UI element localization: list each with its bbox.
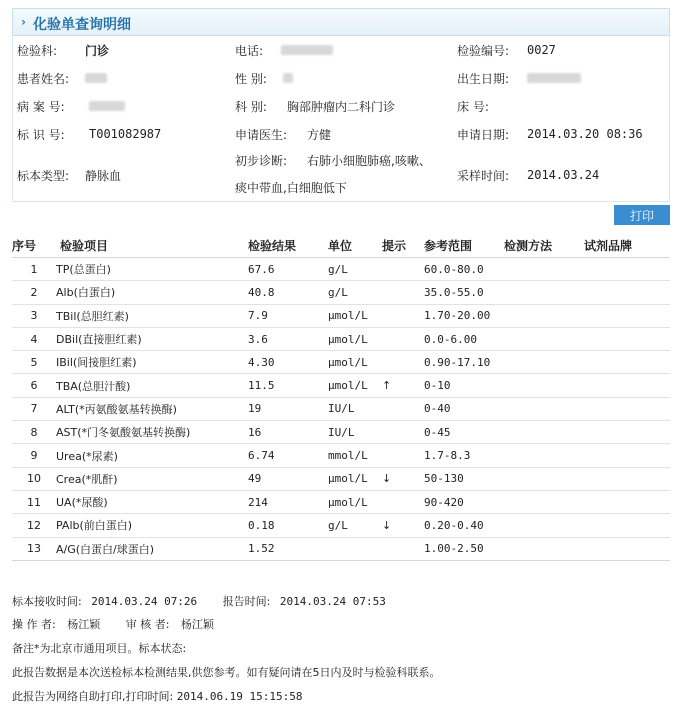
row-hint [382, 304, 424, 327]
receive-time-label: 标本接收时间: [12, 595, 82, 608]
row-item: UA(*尿酸) [56, 490, 248, 513]
row-hint [382, 281, 424, 304]
row-ref: 90-420 [424, 490, 504, 513]
row-brand [584, 537, 670, 560]
table-row [12, 258, 670, 281]
bed-label: 床 号: [457, 100, 489, 114]
row-result: 11.5 [248, 374, 328, 397]
row-brand [584, 258, 670, 281]
receive-time [12, 593, 386, 609]
row-unit: μmol/L [328, 351, 382, 374]
chevron-right-icon: › [21, 15, 26, 29]
row-method [504, 281, 584, 304]
row-method [504, 514, 584, 537]
print-time-value: 2014.06.19 15:15:58 [176, 690, 303, 703]
col-header-hint: 提示 [382, 233, 424, 258]
row-seq: 9 [12, 444, 56, 467]
table-row [12, 537, 670, 560]
row-seq: 10 [12, 467, 56, 490]
row-seq: 1 [12, 258, 56, 281]
row-brand [584, 374, 670, 397]
row-brand [584, 421, 670, 444]
row-item: DBil(直接胆红素) [56, 327, 248, 350]
signatures [12, 616, 214, 632]
col-header-unit: 单位 [328, 233, 382, 258]
table-row [12, 351, 670, 374]
row-seq: 4 [12, 327, 56, 350]
row-seq: 2 [12, 281, 56, 304]
apply-date-label: 申请日期: [457, 128, 510, 142]
row-hint: ↓ [382, 514, 424, 537]
row-result: 67.6 [248, 258, 328, 281]
row-hint [382, 351, 424, 374]
specimen-label: 标本类型: [17, 169, 70, 183]
report-time-label: 报告时间: [222, 595, 271, 608]
row-method [504, 327, 584, 350]
row-result: 40.8 [248, 281, 328, 304]
row-item: AST(*门冬氨酸氨基转换酶) [56, 421, 248, 444]
row-unit: IU/L [328, 397, 382, 420]
row-method [504, 467, 584, 490]
row-unit: g/L [328, 258, 382, 281]
row-brand [584, 351, 670, 374]
table-header-row [12, 233, 670, 258]
table-row [12, 514, 670, 537]
doctor-label: 申请医生: [235, 128, 288, 142]
patient-name-redacted [85, 70, 107, 84]
row-method [504, 490, 584, 513]
row-seq: 6 [12, 374, 56, 397]
row-item: Alb(白蛋白) [56, 281, 248, 304]
row-unit: IU/L [328, 421, 382, 444]
row-brand [584, 467, 670, 490]
dept-value: 门诊 [85, 44, 110, 58]
table-row [12, 304, 670, 327]
panel-header [12, 8, 670, 36]
row-hint [382, 421, 424, 444]
row-unit [328, 537, 382, 560]
col-header-brand: 试剂品牌 [584, 233, 670, 258]
row-unit: μmol/L [328, 304, 382, 327]
row-ref: 0.20-0.40 [424, 514, 504, 537]
row-item: TBil(总胆红素) [56, 304, 248, 327]
patient-name-label: 患者姓名: [17, 72, 70, 86]
ward-label: 科 别: [235, 100, 267, 114]
row-item: ALT(*丙氨酸氨基转换酶) [56, 397, 248, 420]
col-header-item: 检验项目 [56, 233, 248, 258]
collect-time-value: 2014.03.24 [527, 168, 600, 182]
table-row [12, 467, 670, 490]
table-row [12, 327, 670, 350]
row-ref: 1.70-20.00 [424, 304, 504, 327]
row-seq: 8 [12, 421, 56, 444]
table-row [12, 490, 670, 513]
row-hint [382, 537, 424, 560]
row-unit: μmol/L [328, 374, 382, 397]
phone-label: 电话: [235, 44, 264, 58]
table-row [12, 421, 670, 444]
row-hint: ↓ [382, 467, 424, 490]
row-result: 49 [248, 467, 328, 490]
row-brand [584, 304, 670, 327]
reviewer-value: 杨江颖 [180, 618, 214, 631]
row-method [504, 351, 584, 374]
phone-value-redacted [281, 42, 333, 56]
note-text: 备注*为北京市通用项目。标本状态: [12, 642, 187, 655]
print-button[interactable]: 打印 [614, 205, 670, 225]
reviewer-label: 审 核 者: [125, 618, 170, 631]
row-unit: μmol/L [328, 490, 382, 513]
row-seq: 3 [12, 304, 56, 327]
row-unit: g/L [328, 514, 382, 537]
row-hint [382, 444, 424, 467]
row-method [504, 537, 584, 560]
row-ref: 0-40 [424, 397, 504, 420]
operator-value: 杨江颖 [67, 618, 101, 631]
row-ref: 1.00-2.50 [424, 537, 504, 560]
row-result: 3.6 [248, 327, 328, 350]
row-ref: 35.0-55.0 [424, 281, 504, 304]
row-method [504, 258, 584, 281]
doctor-value: 方健 [307, 128, 332, 142]
row-result: 6.74 [248, 444, 328, 467]
col-header-result: 检验结果 [248, 233, 328, 258]
id-value: T001082987 [89, 127, 162, 141]
operator-label: 操 作 者: [12, 618, 56, 631]
row-brand [584, 327, 670, 350]
row-item: A/G(白蛋白/球蛋白) [56, 537, 248, 560]
row-item: TP(总蛋白) [56, 258, 248, 281]
diagnosis-label: 初步诊断: [235, 154, 288, 168]
row-unit: g/L [328, 281, 382, 304]
row-method [504, 374, 584, 397]
specimen-value: 静脉血 [85, 169, 122, 183]
collect-time-label: 采样时间: [457, 169, 510, 183]
results-table [12, 233, 670, 561]
page-title: 化验单查询明细 [33, 17, 131, 33]
row-item: Crea(*肌酐) [56, 467, 248, 490]
row-brand [584, 514, 670, 537]
row-ref: 1.7-8.3 [424, 444, 504, 467]
row-method [504, 444, 584, 467]
row-brand [584, 397, 670, 420]
row-unit: mmol/L [328, 444, 382, 467]
apply-date-value: 2014.03.20 08:36 [527, 127, 643, 141]
row-ref: 0-45 [424, 421, 504, 444]
diagnosis-line-1: 右肺小细胞肺癌,咳嗽、 [307, 154, 431, 168]
table-row [12, 281, 670, 304]
dept-label: 检验科: [17, 44, 58, 58]
row-result: 4.30 [248, 351, 328, 374]
report-time-value: 2014.03.24 07:53 [279, 595, 386, 608]
patient-info-panel [12, 36, 670, 202]
row-result: 1.52 [248, 537, 328, 560]
ward-value: 胸部肿瘤内二科门诊 [287, 100, 396, 114]
row-brand [584, 281, 670, 304]
print-time [12, 688, 303, 704]
row-ref: 0.0-6.00 [424, 327, 504, 350]
row-method [504, 304, 584, 327]
row-unit: μmol/L [328, 327, 382, 350]
row-seq: 5 [12, 351, 56, 374]
row-method [504, 397, 584, 420]
id-label: 标 识 号: [17, 128, 65, 142]
row-item: PAlb(前白蛋白) [56, 514, 248, 537]
col-header-seq: 序号 [12, 233, 56, 258]
row-result: 0.18 [248, 514, 328, 537]
row-brand [584, 490, 670, 513]
row-hint [382, 397, 424, 420]
row-seq: 11 [12, 490, 56, 513]
receive-time-value: 2014.03.24 07:26 [91, 595, 198, 608]
row-item: Urea(*尿素) [56, 444, 248, 467]
dob-label: 出生日期: [457, 72, 510, 86]
record-no-label: 病 案 号: [17, 100, 65, 114]
row-brand [584, 444, 670, 467]
table-row [12, 374, 670, 397]
gender-redacted [283, 70, 293, 84]
diagnosis-line-2: 痰中带血,白细胞低下 [235, 181, 347, 195]
row-seq: 12 [12, 514, 56, 537]
dob-redacted [527, 70, 581, 84]
row-unit: μmol/L [328, 467, 382, 490]
row-result: 214 [248, 490, 328, 513]
sample-no-value: 0027 [527, 43, 556, 57]
row-hint [382, 327, 424, 350]
row-hint: ↑ [382, 374, 424, 397]
row-hint [382, 258, 424, 281]
record-no-redacted [89, 98, 125, 112]
row-method [504, 421, 584, 444]
gender-label: 性 别: [235, 72, 267, 86]
col-header-ref: 参考范围 [424, 233, 504, 258]
disclaimer-text: 此报告数据是本次送检标本检测结果,供您参考。如有疑问请在5日内及时与检验科联系。 [12, 666, 441, 679]
table-row [12, 444, 670, 467]
row-ref: 0-10 [424, 374, 504, 397]
row-result: 7.9 [248, 304, 328, 327]
row-ref: 50-130 [424, 467, 504, 490]
sample-no-label: 检验编号: [457, 44, 510, 58]
table-row [12, 397, 670, 420]
row-seq: 7 [12, 397, 56, 420]
col-header-method: 检测方法 [504, 233, 584, 258]
row-seq: 13 [12, 537, 56, 560]
row-result: 19 [248, 397, 328, 420]
row-hint [382, 490, 424, 513]
row-result: 16 [248, 421, 328, 444]
print-time-label: 此报告为网络自助打印,打印时间: [12, 690, 174, 703]
row-ref: 0.90-17.10 [424, 351, 504, 374]
row-ref: 60.0-80.0 [424, 258, 504, 281]
row-item: TBA(总胆汁酸) [56, 374, 248, 397]
row-item: IBil(间接胆红素) [56, 351, 248, 374]
